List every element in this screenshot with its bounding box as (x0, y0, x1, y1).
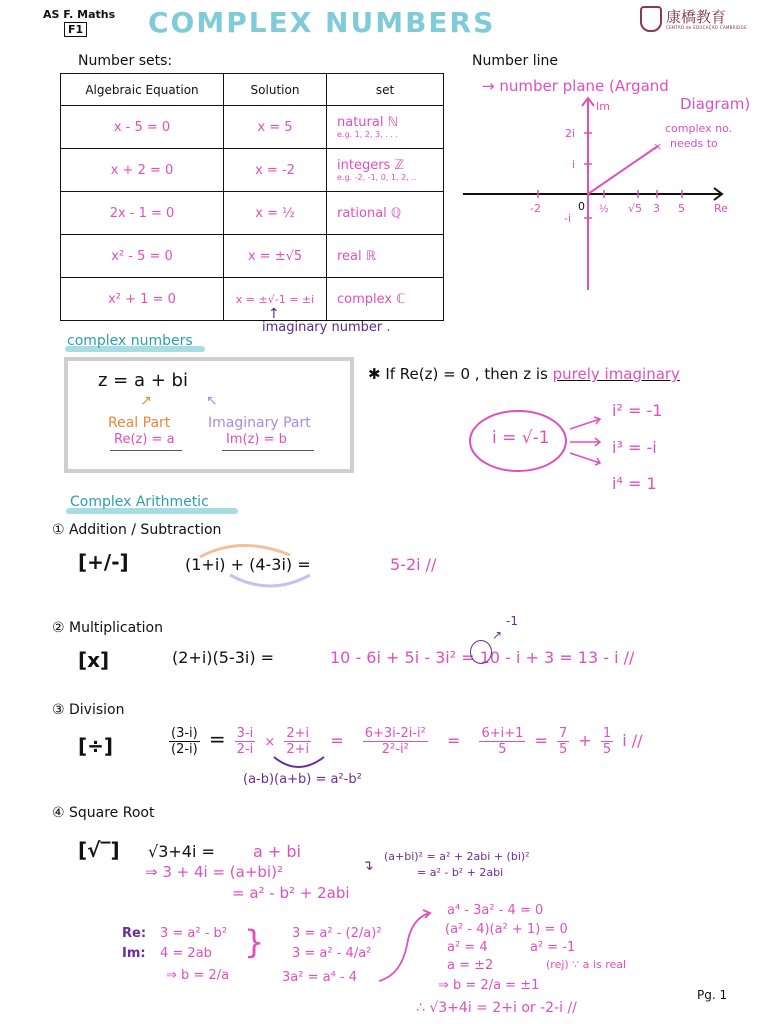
set-name: complex ℂ (337, 291, 406, 307)
set-name: rational ℚ (337, 205, 402, 221)
addition-result: 5-2i // (390, 555, 437, 574)
set-name: real ℝ (337, 248, 377, 264)
sqrt-line: ⇒ 3 + 4i = (a+bi)² (145, 863, 283, 881)
fraction: $\frac{\text{6+3i-2i-i²}}{\text{2²-i²}}$ (364, 726, 426, 757)
purely-imaginary-note (368, 365, 680, 383)
solution-cell: x = ½ (224, 192, 327, 235)
page-number: Pg. 1 (697, 988, 728, 1002)
quartic-line: a⁴ - 3a² - 4 = 0 (447, 903, 544, 918)
square-root-symbol: [√‾] (78, 838, 120, 862)
number-plane-label: → number plane (Argand (482, 77, 669, 95)
number-sets-label: Number sets: (78, 53, 173, 69)
re-axis-label: Re (714, 202, 728, 215)
table-row (61, 106, 444, 149)
equation-cell: x² + 1 = 0 (61, 278, 224, 321)
expansion-line: = a² - b² + 2abi (417, 866, 504, 879)
fraction: $\frac{6+i+1}{5}$ (481, 726, 524, 757)
set-example: e.g. 1, 2, 3, . . . (337, 130, 398, 139)
crest-icon (640, 6, 662, 32)
origin-label: 0 (578, 200, 585, 213)
underline (110, 450, 182, 451)
expansion-line: (a+bi)² = a² + 2abi + (bi)² (384, 850, 530, 863)
note-line: needs to (670, 137, 718, 150)
b-solution: ⇒ b = 2/a = ±1 (438, 978, 540, 993)
solution-cell: x = ±√-1 = ±i (224, 278, 327, 321)
argand-diagram-label: Diagram) (680, 95, 751, 113)
set-name: integers ℤ (337, 158, 405, 173)
equation-cell: x² - 5 = 0 (61, 235, 224, 278)
z-formula: z = a + bi (98, 370, 188, 391)
substitution-line: 3 = a² - (2/a)² (292, 926, 382, 941)
x-tick-label: √5 (628, 202, 643, 215)
difference-of-squares: (a-b)(a+b) = a²-b² (243, 772, 362, 787)
multiplication-symbol: [x] (78, 648, 110, 672)
x-tick-label: -2 (530, 202, 541, 215)
im-equation: 4 = 2ab (160, 946, 212, 961)
imaginary-part-value: Im(z) = b (226, 432, 287, 447)
arrow-up-icon: ↑ (268, 306, 280, 322)
table-header-row (61, 74, 444, 106)
course-label: AS F. Maths (43, 8, 116, 21)
addition-title: ① Addition / Subtraction (52, 522, 222, 538)
arrow-up-right-icon: ↗ (140, 393, 152, 409)
im-axis-label: Im (596, 100, 610, 113)
table-row (61, 149, 444, 192)
imaginary-part-label: Imaginary Part (208, 415, 311, 431)
re-equation: 3 = a² - b² (160, 926, 228, 941)
final-answer: ∴ √3+4i = 2+i or -2-i // (416, 1000, 577, 1016)
set-name: natural ℕ (337, 115, 399, 130)
solution-cell: x = 5 (224, 106, 327, 149)
y-tick-label: -i (564, 212, 572, 225)
table-row (61, 278, 444, 321)
minus-one-note: -1 (506, 614, 518, 628)
real-part-value: Re(z) = a (114, 432, 175, 447)
division-title: ③ Division (52, 702, 125, 718)
fraction: $\frac{2+i}{2+i}$ (286, 726, 310, 757)
sqrt-line: = a² - b² + 2abi (232, 884, 350, 902)
i-power: i⁴ = 1 (612, 474, 657, 493)
re-label: Re: (122, 926, 147, 941)
set-cell (327, 278, 444, 321)
multiplication-expression: (2+i)(5-3i) = (172, 648, 275, 667)
note-line: complex no. (665, 122, 733, 135)
sqrt-expression: √3+4i = (148, 842, 215, 861)
set-cell (327, 106, 444, 149)
square-root-title: ④ Square Root (52, 805, 155, 821)
arrow-up-right-icon: ↗ (492, 628, 503, 642)
rejection-note: (rej) ∵ a is real (546, 958, 627, 971)
complex-arithmetic-heading: Complex Arithmetic (70, 494, 209, 510)
complex-numbers-heading: complex numbers (67, 333, 193, 349)
quartic-line: (a² - 4)(a² + 1) = 0 (445, 922, 568, 937)
brace-icon: } (244, 923, 265, 961)
chapter-badge: F1 (64, 22, 87, 37)
i-definition: i = √-1 (492, 428, 550, 448)
im-label: Im: (122, 946, 146, 961)
fraction: $\frac{1}{5}$ (602, 726, 612, 757)
fraction: $\frac{(3-i)}{(2-i)}$ (171, 726, 198, 757)
argand-diagram (460, 90, 760, 330)
solution-cell: x = -2 (224, 149, 327, 192)
table-row (61, 235, 444, 278)
underline (222, 450, 314, 451)
number-line-label: Number line (472, 53, 558, 69)
logo-subtitle: CENTRO de EDUCAÇÃO CAMBRIDGE (666, 24, 747, 30)
set-cell (327, 149, 444, 192)
division-symbol: [÷] (78, 734, 114, 758)
table-row (61, 192, 444, 235)
x-tick-label: 5 (678, 202, 685, 215)
logo-name: 康橋教育 (666, 7, 727, 26)
equation-cell: x + 2 = 0 (61, 149, 224, 192)
equation-cell: x - 5 = 0 (61, 106, 224, 149)
arrow-up-left-icon: ↖ (206, 393, 218, 409)
quartic-line: a = ±2 (447, 958, 494, 973)
continuation-arrow (375, 905, 435, 985)
division-expression: $\frac{(3-i)}{(2-i)}$ = $\frac{3-i}{2-i}$ × $\frac{2+i}{2+i}$ = $\frac{\text{6+3i-2i-i²}}{\text{2²-i²}}$ = $\frac{6+i+1}{5}$ = $\frac{7}{5}$ + $\frac{1}{5}$ i // (171, 726, 643, 757)
solution-cell: x = ±√5 (224, 235, 327, 278)
svg-text:×: × (653, 140, 663, 153)
logo (640, 6, 747, 32)
real-part-label: Real Part (108, 415, 171, 431)
x-tick-label: ½ (599, 204, 609, 215)
purely-imaginary-term: purely imaginary (552, 365, 680, 383)
multiplication-steps: 10 - 6i + 5i - 3i² = 10 - i + 3 = 13 - i // (330, 648, 635, 667)
fraction: $\frac{7}{5}$ (559, 726, 568, 757)
y-tick-label: i (572, 158, 576, 171)
imaginary-number-annotation: imaginary number . (262, 320, 391, 335)
sqrt-line: a + bi (253, 842, 301, 861)
i-squared-circle (470, 640, 492, 664)
set-cell (327, 235, 444, 278)
column-header: Algebraic Equation (61, 74, 224, 106)
set-cell (327, 192, 444, 235)
curved-arrow-icon: ↴ (362, 858, 374, 874)
purely-imaginary-prefix: ✱ If Re(z) = 0 , then z is (368, 365, 548, 383)
column-header: Solution (224, 74, 327, 106)
fraction: $\frac{3-i}{2-i}$ (236, 726, 254, 757)
i-power: i² = -1 (612, 401, 663, 420)
y-tick-label: 2i (565, 127, 576, 140)
x-tick-label: 3 (653, 202, 660, 215)
b-equation: ⇒ b = 2/a (166, 968, 230, 983)
i-power: i³ = -i (612, 438, 657, 457)
substitution-line: 3 = a² - 4/a² (292, 946, 372, 961)
number-sets-table (60, 73, 444, 321)
addition-expression: (1+i) + (4-3i) = (185, 555, 311, 574)
quartic-line: a² = 4 (447, 940, 488, 955)
multiplication-title: ② Multiplication (52, 620, 163, 636)
equation-cell: 2x - 1 = 0 (61, 192, 224, 235)
column-header: set (327, 74, 444, 106)
page-title: COMPLEX NUMBERS (148, 6, 496, 39)
substitution-line: 3a² = a⁴ - 4 (282, 970, 358, 985)
quartic-line: a² = -1 (530, 940, 576, 955)
set-example: e.g. -2, -1, 0, 1, 2, .. (337, 173, 417, 182)
addition-symbol: [+/-] (78, 550, 129, 574)
